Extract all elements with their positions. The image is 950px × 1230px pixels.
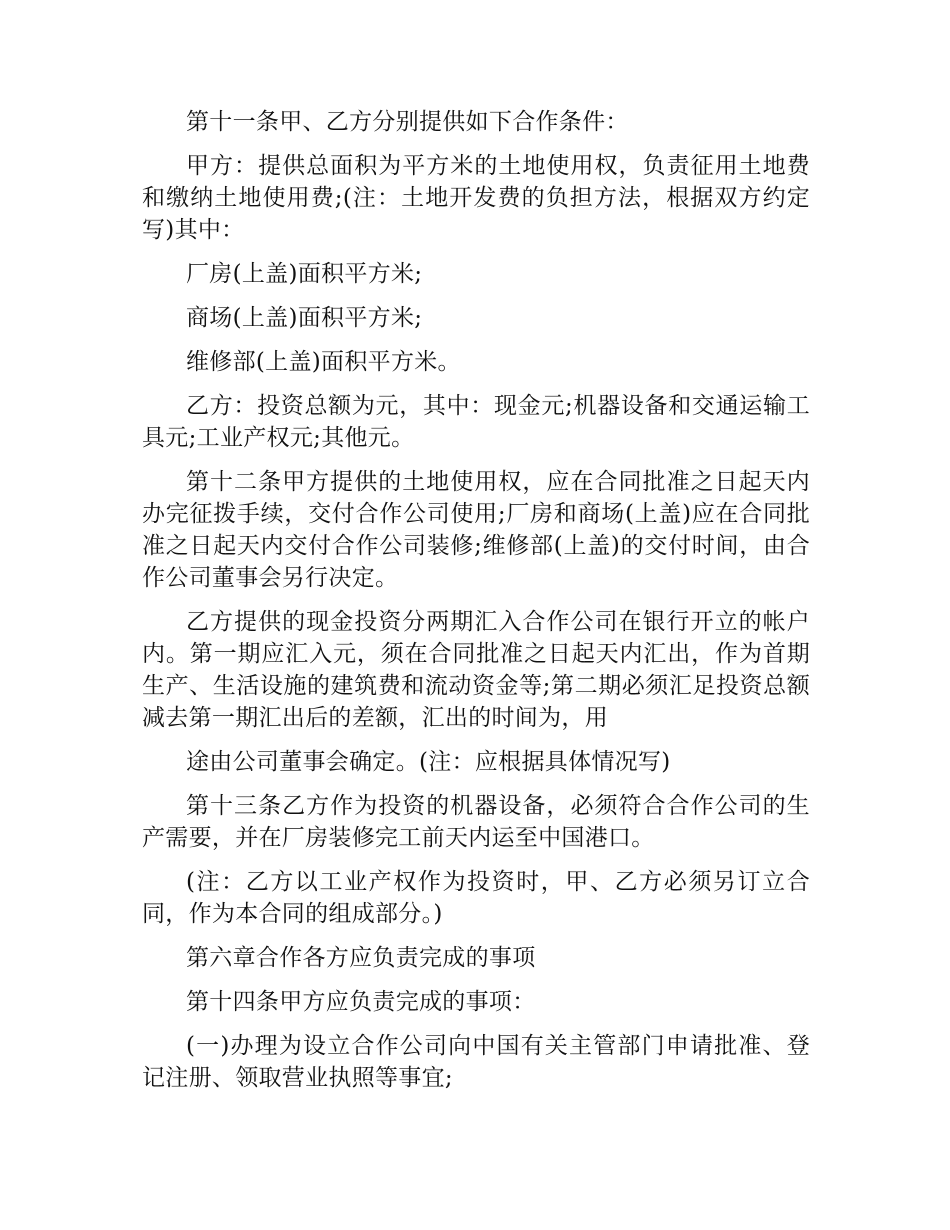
ip-investment-note: (注：乙方以工业产权作为投资时，甲、乙方必须另订立合同，作为本合同的组成部分。) (142, 869, 810, 927)
article-14-heading: 第十四条甲方应负责完成的事项： (186, 989, 536, 1015)
article-13-text: 第十三条乙方作为投资的机器设备，必须符合合作公司的生产需要，并在厂房装修完工前天内运至中国港口。 (142, 793, 810, 851)
chapter-6-heading: 第六章合作各方应负责完成的事项 (186, 945, 536, 971)
factory-area-item: 厂房(上盖)面积平方米; (186, 261, 423, 287)
party-a-provision: 甲方：提供总面积为平方米的土地使用权，负责征用土地费和缴纳土地使用费;(注：土地开发费的负担方法，根据双方约定写)其中： (142, 153, 810, 243)
document-page (142, 106, 810, 1106)
repair-dept-area-item: 维修部(上盖)面积平方米。 (186, 349, 461, 375)
usage-decision-text: 途由公司董事会确定。(注：应根据具体情况写) (186, 749, 671, 775)
article-14-item-1: (一)办理为设立合作公司向中国有关主管部门申请批准、登记注册、领取营业执照等事宜; (142, 1033, 810, 1091)
mall-area-item: 商场(上盖)面积平方米; (186, 305, 423, 331)
cash-investment-text: 乙方提供的现金投资分两期汇入合作公司在银行开立的帐户内。第一期应汇入元，须在合同批准之日起天内汇出，作为首期生产、生活设施的建筑费和流动资金等;第二期必须汇足投资总额减去第一期汇出后的差额，汇出的时间为，用 (142, 609, 810, 731)
article-12-text: 第十二条甲方提供的土地使用权，应在合同批准之日起天内办完征拨手续，交付合作公司使用;厂房和商场(上盖)应在合同批准之日起天内交付合作公司装修;维修部(上盖)的交付时间，由合作公司董事会另行决定。 (142, 469, 810, 591)
article-11-heading: 第十一条甲、乙方分别提供如下合作条件： (186, 109, 629, 135)
party-b-investment: 乙方：投资总额为元，其中：现金元;机器设备和交通运输工具元;工业产权元;其他元。 (142, 393, 810, 451)
